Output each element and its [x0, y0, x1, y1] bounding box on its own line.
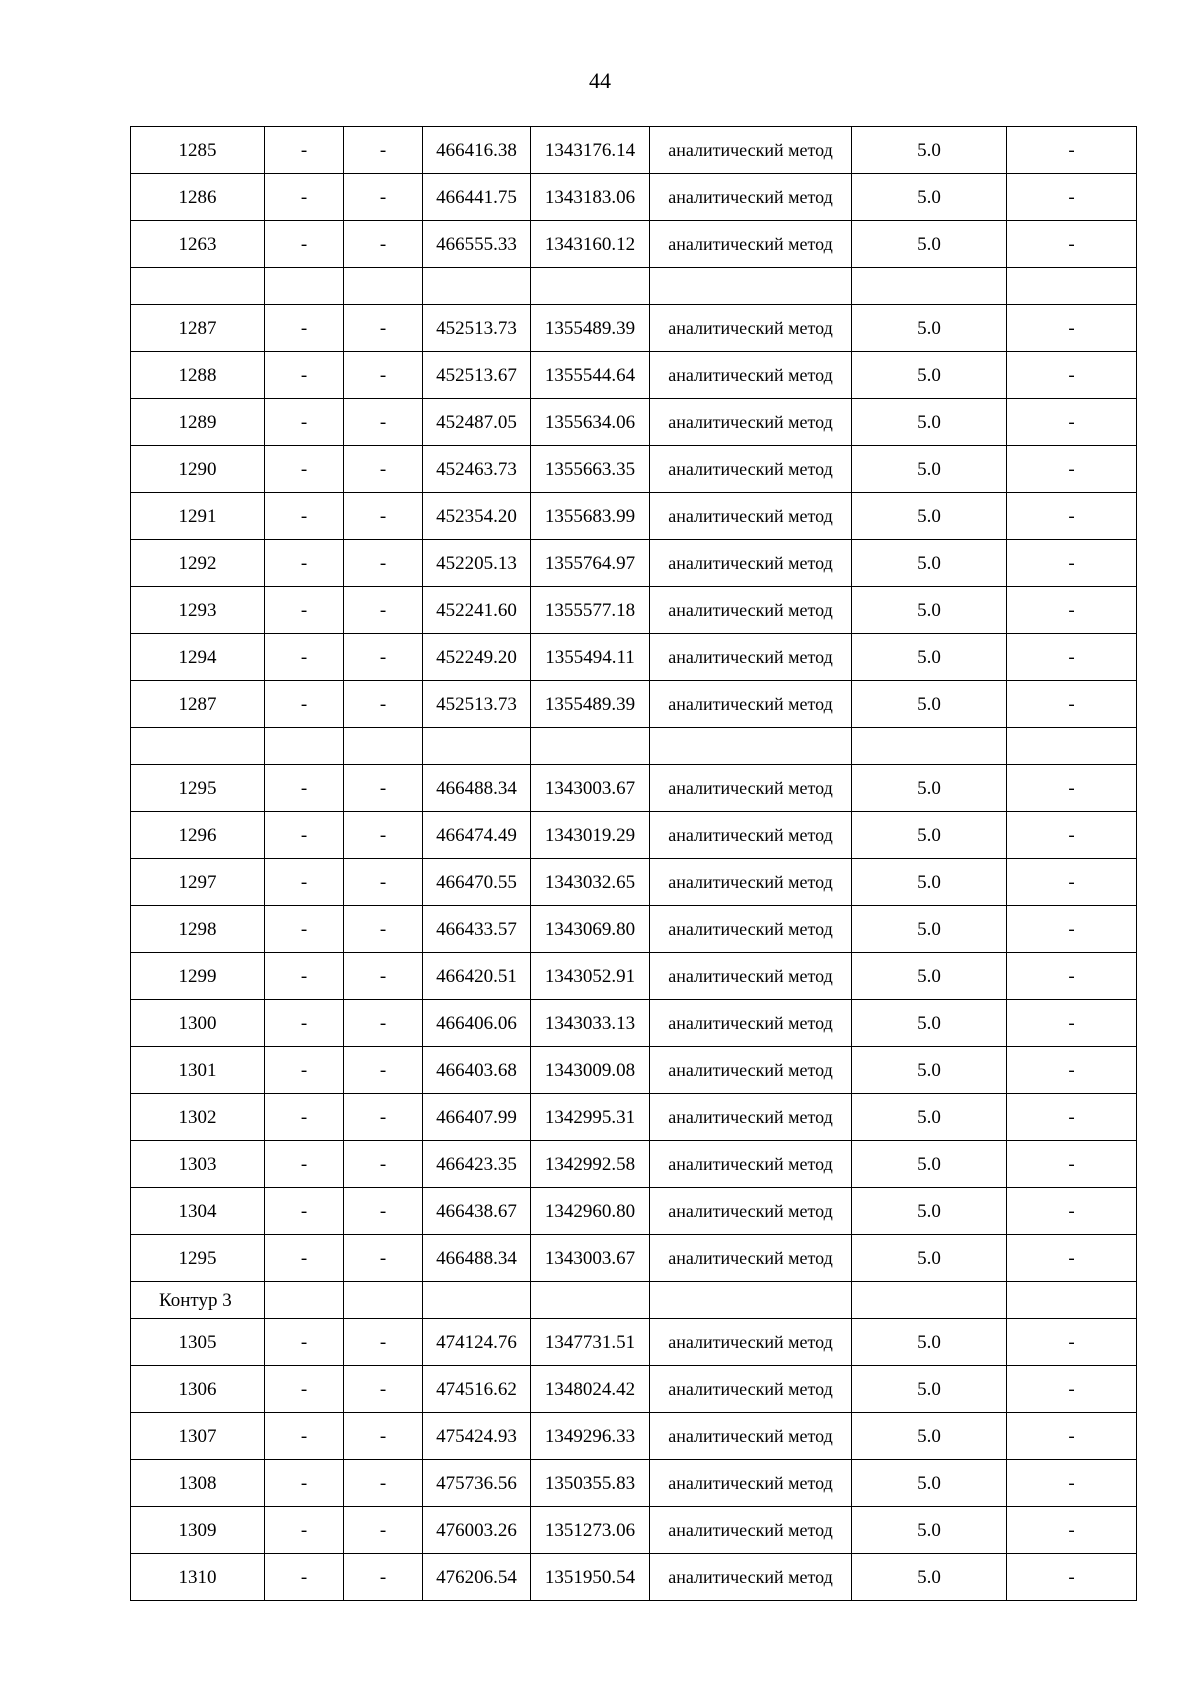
table-row	[131, 1188, 1137, 1235]
x-coordinate-cell: 452205.13	[423, 540, 531, 587]
table-row	[131, 1000, 1137, 1047]
dash-cell: -	[1007, 540, 1137, 587]
accuracy-cell: 5.0	[852, 634, 1007, 681]
point-number-cell: 1295	[131, 765, 265, 812]
point-number-cell: 1305	[131, 1319, 265, 1366]
y-coordinate-cell: 1347731.51	[531, 1319, 650, 1366]
accuracy-cell: 5.0	[852, 1188, 1007, 1235]
method-cell: аналитический метод	[650, 127, 852, 174]
dash-cell: -	[344, 127, 423, 174]
y-coordinate-cell: 1343160.12	[531, 221, 650, 268]
point-number-cell: 1296	[131, 812, 265, 859]
section-label: Контур 3	[131, 1282, 265, 1319]
method-cell: аналитический метод	[650, 906, 852, 953]
y-coordinate-cell: 1342995.31	[531, 1094, 650, 1141]
dash-cell: -	[265, 1507, 344, 1554]
accuracy-cell: 5.0	[852, 812, 1007, 859]
dash-cell: -	[344, 681, 423, 728]
dash-cell: -	[344, 587, 423, 634]
accuracy-cell: 5.0	[852, 1319, 1007, 1366]
x-coordinate-cell: 452354.20	[423, 493, 531, 540]
empty-cell	[131, 268, 265, 305]
method-cell: аналитический метод	[650, 765, 852, 812]
y-coordinate-cell: 1343003.67	[531, 765, 650, 812]
separator-row	[131, 728, 1137, 765]
y-coordinate-cell: 1342992.58	[531, 1141, 650, 1188]
table-row	[131, 1235, 1137, 1282]
y-coordinate-cell: 1350355.83	[531, 1460, 650, 1507]
method-cell: аналитический метод	[650, 305, 852, 352]
dash-cell: -	[1007, 352, 1137, 399]
table-row	[131, 812, 1137, 859]
accuracy-cell: 5.0	[852, 1047, 1007, 1094]
accuracy-cell: 5.0	[852, 540, 1007, 587]
method-cell: аналитический метод	[650, 1047, 852, 1094]
table-row	[131, 540, 1137, 587]
dash-cell: -	[344, 634, 423, 681]
accuracy-cell: 5.0	[852, 1413, 1007, 1460]
method-cell: аналитический метод	[650, 174, 852, 221]
empty-cell	[852, 268, 1007, 305]
empty-cell	[531, 268, 650, 305]
empty-cell	[1007, 728, 1137, 765]
method-cell: аналитический метод	[650, 446, 852, 493]
dash-cell: -	[265, 812, 344, 859]
dash-cell: -	[265, 174, 344, 221]
point-number-cell: 1285	[131, 127, 265, 174]
x-coordinate-cell: 466470.55	[423, 859, 531, 906]
y-coordinate-cell: 1351950.54	[531, 1554, 650, 1601]
point-number-cell: 1303	[131, 1141, 265, 1188]
method-cell: аналитический метод	[650, 1141, 852, 1188]
table-row	[131, 446, 1137, 493]
dash-cell: -	[265, 765, 344, 812]
empty-cell	[265, 1282, 344, 1319]
point-number-cell: 1309	[131, 1507, 265, 1554]
empty-cell	[1007, 1282, 1137, 1319]
x-coordinate-cell: 466555.33	[423, 221, 531, 268]
y-coordinate-cell: 1343052.91	[531, 953, 650, 1000]
dash-cell: -	[1007, 953, 1137, 1000]
method-cell: аналитический метод	[650, 681, 852, 728]
table-row	[131, 1141, 1137, 1188]
table-row	[131, 859, 1137, 906]
accuracy-cell: 5.0	[852, 493, 1007, 540]
y-coordinate-cell: 1342960.80	[531, 1188, 650, 1235]
table-row	[131, 906, 1137, 953]
y-coordinate-cell: 1343003.67	[531, 1235, 650, 1282]
y-coordinate-cell: 1355577.18	[531, 587, 650, 634]
table-row	[131, 1554, 1137, 1601]
point-number-cell: 1299	[131, 953, 265, 1000]
y-coordinate-cell: 1343183.06	[531, 174, 650, 221]
dash-cell: -	[344, 221, 423, 268]
dash-cell: -	[344, 765, 423, 812]
dash-cell: -	[265, 540, 344, 587]
y-coordinate-cell: 1355489.39	[531, 681, 650, 728]
x-coordinate-cell: 466403.68	[423, 1047, 531, 1094]
dash-cell: -	[1007, 493, 1137, 540]
x-coordinate-cell: 452487.05	[423, 399, 531, 446]
x-coordinate-cell: 452513.73	[423, 305, 531, 352]
y-coordinate-cell: 1343009.08	[531, 1047, 650, 1094]
y-coordinate-cell: 1355494.11	[531, 634, 650, 681]
point-number-cell: 1293	[131, 587, 265, 634]
dash-cell: -	[265, 906, 344, 953]
y-coordinate-cell: 1351273.06	[531, 1507, 650, 1554]
accuracy-cell: 5.0	[852, 1094, 1007, 1141]
x-coordinate-cell: 466474.49	[423, 812, 531, 859]
dash-cell: -	[265, 1094, 344, 1141]
empty-cell	[650, 728, 852, 765]
dash-cell: -	[1007, 1366, 1137, 1413]
point-number-cell: 1295	[131, 1235, 265, 1282]
x-coordinate-cell: 474516.62	[423, 1366, 531, 1413]
dash-cell: -	[265, 446, 344, 493]
dash-cell: -	[344, 493, 423, 540]
y-coordinate-cell: 1348024.42	[531, 1366, 650, 1413]
dash-cell: -	[1007, 1507, 1137, 1554]
table-row	[131, 1094, 1137, 1141]
coordinates-table	[130, 126, 1137, 1601]
dash-cell: -	[344, 1460, 423, 1507]
x-coordinate-cell: 476003.26	[423, 1507, 531, 1554]
accuracy-cell: 5.0	[852, 953, 1007, 1000]
dash-cell: -	[265, 1047, 344, 1094]
method-cell: аналитический метод	[650, 540, 852, 587]
dash-cell: -	[344, 446, 423, 493]
dash-cell: -	[344, 1366, 423, 1413]
table-row	[131, 1413, 1137, 1460]
accuracy-cell: 5.0	[852, 765, 1007, 812]
x-coordinate-cell: 466423.35	[423, 1141, 531, 1188]
point-number-cell: 1289	[131, 399, 265, 446]
dash-cell: -	[265, 1554, 344, 1601]
dash-cell: -	[265, 1188, 344, 1235]
dash-cell: -	[265, 493, 344, 540]
dash-cell: -	[1007, 1094, 1137, 1141]
x-coordinate-cell: 466441.75	[423, 174, 531, 221]
point-number-cell: 1310	[131, 1554, 265, 1601]
dash-cell: -	[1007, 634, 1137, 681]
method-cell: аналитический метод	[650, 1000, 852, 1047]
dash-cell: -	[344, 1507, 423, 1554]
dash-cell: -	[344, 1188, 423, 1235]
x-coordinate-cell: 466416.38	[423, 127, 531, 174]
dash-cell: -	[1007, 399, 1137, 446]
dash-cell: -	[1007, 906, 1137, 953]
dash-cell: -	[265, 587, 344, 634]
accuracy-cell: 5.0	[852, 906, 1007, 953]
dash-cell: -	[1007, 1000, 1137, 1047]
y-coordinate-cell: 1343176.14	[531, 127, 650, 174]
dash-cell: -	[344, 859, 423, 906]
point-number-cell: 1263	[131, 221, 265, 268]
x-coordinate-cell: 452463.73	[423, 446, 531, 493]
accuracy-cell: 5.0	[852, 127, 1007, 174]
dash-cell: -	[265, 859, 344, 906]
dash-cell: -	[1007, 681, 1137, 728]
empty-cell	[852, 1282, 1007, 1319]
dash-cell: -	[265, 305, 344, 352]
method-cell: аналитический метод	[650, 399, 852, 446]
dash-cell: -	[344, 305, 423, 352]
dash-cell: -	[265, 1141, 344, 1188]
accuracy-cell: 5.0	[852, 1366, 1007, 1413]
dash-cell: -	[1007, 1319, 1137, 1366]
dash-cell: -	[344, 1319, 423, 1366]
dash-cell: -	[1007, 1047, 1137, 1094]
method-cell: аналитический метод	[650, 1188, 852, 1235]
empty-cell	[650, 1282, 852, 1319]
table-row	[131, 765, 1137, 812]
dash-cell: -	[265, 1319, 344, 1366]
table-row	[131, 174, 1137, 221]
page-number: 44	[589, 68, 611, 93]
x-coordinate-cell: 466438.67	[423, 1188, 531, 1235]
point-number-cell: 1297	[131, 859, 265, 906]
dash-cell: -	[265, 1413, 344, 1460]
accuracy-cell: 5.0	[852, 221, 1007, 268]
method-cell: аналитический метод	[650, 1366, 852, 1413]
dash-cell: -	[1007, 859, 1137, 906]
dash-cell: -	[344, 1554, 423, 1601]
y-coordinate-cell: 1355663.35	[531, 446, 650, 493]
dash-cell: -	[1007, 446, 1137, 493]
point-number-cell: 1288	[131, 352, 265, 399]
dash-cell: -	[1007, 127, 1137, 174]
accuracy-cell: 5.0	[852, 174, 1007, 221]
x-coordinate-cell: 466420.51	[423, 953, 531, 1000]
point-number-cell: 1292	[131, 540, 265, 587]
empty-cell	[423, 728, 531, 765]
empty-cell	[852, 728, 1007, 765]
accuracy-cell: 5.0	[852, 859, 1007, 906]
empty-cell	[1007, 268, 1137, 305]
y-coordinate-cell: 1343032.65	[531, 859, 650, 906]
point-number-cell: 1291	[131, 493, 265, 540]
dash-cell: -	[344, 540, 423, 587]
dash-cell: -	[344, 352, 423, 399]
dash-cell: -	[1007, 812, 1137, 859]
dash-cell: -	[344, 1094, 423, 1141]
dash-cell: -	[265, 681, 344, 728]
table-row	[131, 399, 1137, 446]
dash-cell: -	[1007, 1413, 1137, 1460]
dash-cell: -	[344, 906, 423, 953]
accuracy-cell: 5.0	[852, 352, 1007, 399]
table-row	[131, 1460, 1137, 1507]
point-number-cell: 1307	[131, 1413, 265, 1460]
accuracy-cell: 5.0	[852, 681, 1007, 728]
table-row	[131, 1047, 1137, 1094]
table-row	[131, 587, 1137, 634]
empty-cell	[265, 268, 344, 305]
point-number-cell: 1287	[131, 681, 265, 728]
x-coordinate-cell: 474124.76	[423, 1319, 531, 1366]
dash-cell: -	[1007, 1141, 1137, 1188]
dash-cell: -	[265, 1000, 344, 1047]
x-coordinate-cell: 466433.57	[423, 906, 531, 953]
table-row	[131, 127, 1137, 174]
table-row	[131, 305, 1137, 352]
accuracy-cell: 5.0	[852, 1554, 1007, 1601]
method-cell: аналитический метод	[650, 587, 852, 634]
x-coordinate-cell: 452241.60	[423, 587, 531, 634]
dash-cell: -	[344, 1413, 423, 1460]
table-body	[131, 127, 1137, 1601]
x-coordinate-cell: 466488.34	[423, 1235, 531, 1282]
y-coordinate-cell: 1343019.29	[531, 812, 650, 859]
dash-cell: -	[265, 953, 344, 1000]
dash-cell: -	[265, 1460, 344, 1507]
x-coordinate-cell: 475736.56	[423, 1460, 531, 1507]
y-coordinate-cell: 1355544.64	[531, 352, 650, 399]
dash-cell: -	[265, 1235, 344, 1282]
dash-cell: -	[344, 1047, 423, 1094]
method-cell: аналитический метод	[650, 221, 852, 268]
dash-cell: -	[265, 352, 344, 399]
accuracy-cell: 5.0	[852, 305, 1007, 352]
x-coordinate-cell: 466406.06	[423, 1000, 531, 1047]
method-cell: аналитический метод	[650, 1554, 852, 1601]
point-number-cell: 1308	[131, 1460, 265, 1507]
y-coordinate-cell: 1355634.06	[531, 399, 650, 446]
empty-cell	[131, 728, 265, 765]
table-row	[131, 681, 1137, 728]
x-coordinate-cell: 466407.99	[423, 1094, 531, 1141]
empty-cell	[344, 268, 423, 305]
dash-cell: -	[344, 1000, 423, 1047]
table-row	[131, 493, 1137, 540]
method-cell: аналитический метод	[650, 1507, 852, 1554]
dash-cell: -	[344, 953, 423, 1000]
accuracy-cell: 5.0	[852, 1460, 1007, 1507]
dash-cell: -	[344, 1235, 423, 1282]
x-coordinate-cell: 452513.73	[423, 681, 531, 728]
method-cell: аналитический метод	[650, 493, 852, 540]
dash-cell: -	[1007, 1188, 1137, 1235]
dash-cell: -	[344, 399, 423, 446]
dash-cell: -	[265, 1366, 344, 1413]
dash-cell: -	[1007, 174, 1137, 221]
x-coordinate-cell: 476206.54	[423, 1554, 531, 1601]
empty-cell	[344, 728, 423, 765]
y-coordinate-cell: 1355489.39	[531, 305, 650, 352]
accuracy-cell: 5.0	[852, 1507, 1007, 1554]
method-cell: аналитический метод	[650, 352, 852, 399]
point-number-cell: 1290	[131, 446, 265, 493]
point-number-cell: 1286	[131, 174, 265, 221]
dash-cell: -	[1007, 221, 1137, 268]
dash-cell: -	[344, 174, 423, 221]
table-row	[131, 1366, 1137, 1413]
method-cell: аналитический метод	[650, 1235, 852, 1282]
method-cell: аналитический метод	[650, 1094, 852, 1141]
table-row	[131, 953, 1137, 1000]
method-cell: аналитический метод	[650, 1460, 852, 1507]
dash-cell: -	[1007, 587, 1137, 634]
empty-cell	[650, 268, 852, 305]
dash-cell: -	[265, 634, 344, 681]
dash-cell: -	[344, 1141, 423, 1188]
method-cell: аналитический метод	[650, 859, 852, 906]
table-row	[131, 221, 1137, 268]
dash-cell: -	[344, 812, 423, 859]
x-coordinate-cell: 452513.67	[423, 352, 531, 399]
accuracy-cell: 5.0	[852, 587, 1007, 634]
dash-cell: -	[1007, 1460, 1137, 1507]
section-header-row	[131, 1282, 1137, 1319]
table-row	[131, 352, 1137, 399]
separator-row	[131, 268, 1137, 305]
y-coordinate-cell: 1349296.33	[531, 1413, 650, 1460]
empty-cell	[531, 1282, 650, 1319]
dash-cell: -	[1007, 1554, 1137, 1601]
point-number-cell: 1306	[131, 1366, 265, 1413]
point-number-cell: 1302	[131, 1094, 265, 1141]
empty-cell	[531, 728, 650, 765]
accuracy-cell: 5.0	[852, 446, 1007, 493]
point-number-cell: 1287	[131, 305, 265, 352]
dash-cell: -	[1007, 305, 1137, 352]
empty-cell	[344, 1282, 423, 1319]
dash-cell: -	[265, 221, 344, 268]
y-coordinate-cell: 1355764.97	[531, 540, 650, 587]
x-coordinate-cell: 475424.93	[423, 1413, 531, 1460]
point-number-cell: 1300	[131, 1000, 265, 1047]
method-cell: аналитический метод	[650, 1319, 852, 1366]
method-cell: аналитический метод	[650, 953, 852, 1000]
y-coordinate-cell: 1343033.13	[531, 1000, 650, 1047]
empty-cell	[423, 268, 531, 305]
dash-cell: -	[265, 127, 344, 174]
point-number-cell: 1294	[131, 634, 265, 681]
dash-cell: -	[1007, 765, 1137, 812]
dash-cell: -	[1007, 1235, 1137, 1282]
empty-cell	[265, 728, 344, 765]
dash-cell: -	[265, 399, 344, 446]
method-cell: аналитический метод	[650, 634, 852, 681]
accuracy-cell: 5.0	[852, 1141, 1007, 1188]
point-number-cell: 1301	[131, 1047, 265, 1094]
point-number-cell: 1298	[131, 906, 265, 953]
method-cell: аналитический метод	[650, 1413, 852, 1460]
point-number-cell: 1304	[131, 1188, 265, 1235]
accuracy-cell: 5.0	[852, 399, 1007, 446]
y-coordinate-cell: 1343069.80	[531, 906, 650, 953]
x-coordinate-cell: 466488.34	[423, 765, 531, 812]
method-cell: аналитический метод	[650, 812, 852, 859]
y-coordinate-cell: 1355683.99	[531, 493, 650, 540]
x-coordinate-cell: 452249.20	[423, 634, 531, 681]
accuracy-cell: 5.0	[852, 1000, 1007, 1047]
accuracy-cell: 5.0	[852, 1235, 1007, 1282]
table-row	[131, 1319, 1137, 1366]
empty-cell	[423, 1282, 531, 1319]
table-row	[131, 634, 1137, 681]
table-row	[131, 1507, 1137, 1554]
